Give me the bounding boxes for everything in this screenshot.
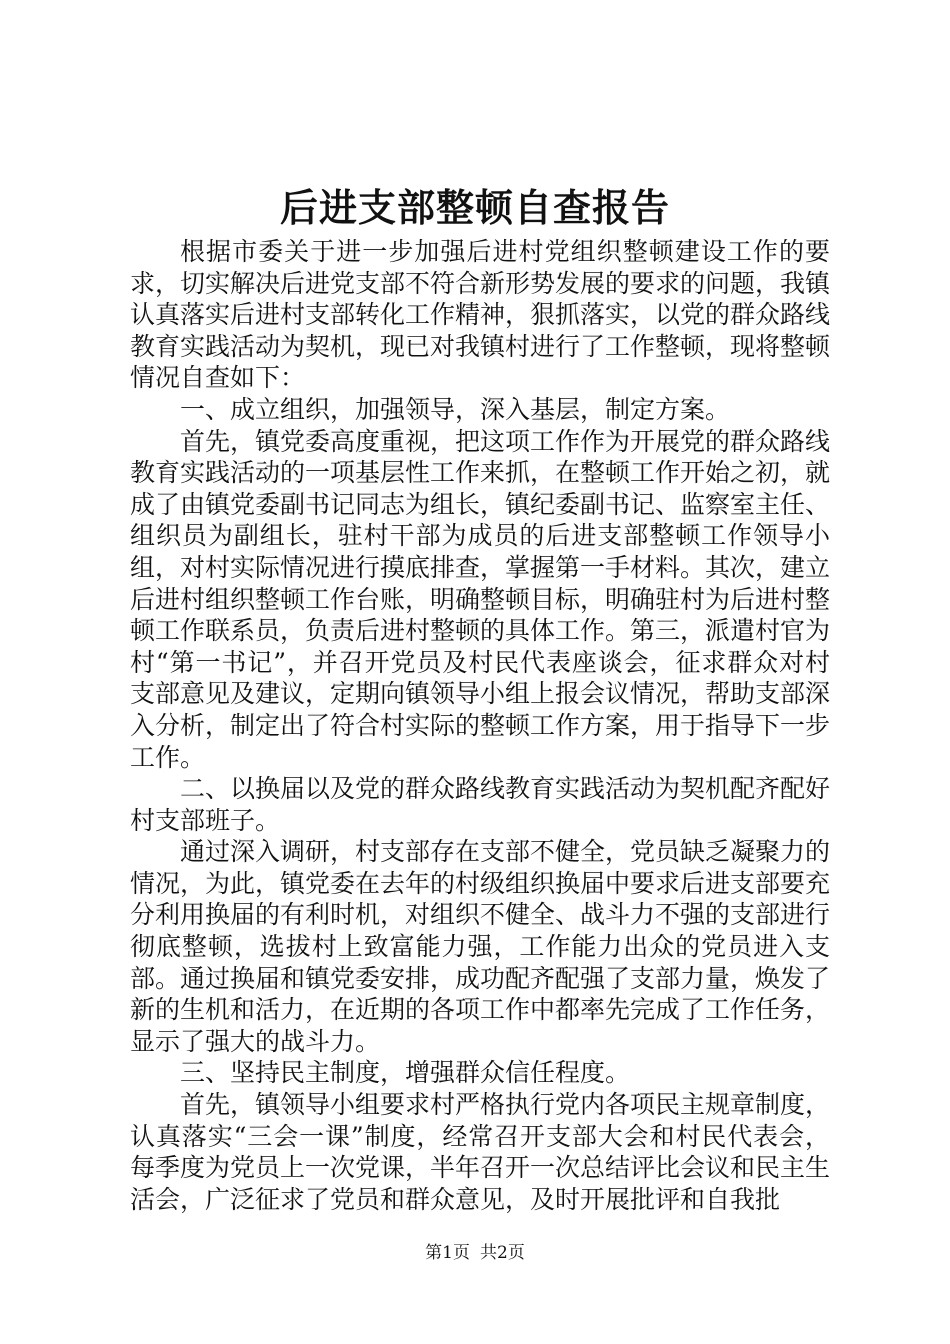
paragraph-intro: 根据市委关于进一步加强后进村党组织整顿建设工作的要求，切实解决后进党支部不符合新形势发展的要求的问题，我镇认真落实后进村支部转化工作精神，狠抓落实，以党的群众路线教育实践活动为契机，现已对我镇村进行了工作整顿，现将整顿情况自查如下： xyxy=(130,237,831,393)
section-heading-3: 三、坚持民主制度，增强群众信任程度。 xyxy=(180,1058,631,1088)
document-body xyxy=(130,236,830,1215)
paragraph-section-1: 首先，镇党委高度重视，把这项工作作为开展党的群众路线教育实践活动的一项基层性工作来抓，在整顿工作开始之初，就成了由镇党委副书记同志为组长，镇纪委副书记、监察室主任、组织员为副组长，驻村干部为成员的后进支部整顿工作领导小组，对村实际情况进行摸底排查，掌握第一手材料。其次，建立后进村组织整顿工作台账，明确整顿目标，明确驻村为后进村整顿工作联系员，负责后进村整顿的具体工作。第三，派遣村官为村“第一书记”，并召开党员及村民代表座谈会，征求群众对村支部意见及建议，定期向镇领导小组上报会议情况，帮助支部深入分析，制定出了符合村实际的整顿工作方案，用于指导下一步工作。 xyxy=(130,426,831,772)
document-title: 后进支部整顿自查报告 xyxy=(279,185,670,230)
page-footer xyxy=(0,1241,950,1265)
paragraph-section-2: 通过深入调研，村支部存在支部不健全，党员缺乏凝聚力的情况，为此，镇党委在去年的村级组织换届中要求后进支部要充分利用换届的有利时机，对组织不健全、战斗力不强的支部进行彻底整顿，选拔村上致富能力强，工作能力出众的党员进入支部。通过换届和镇党委安排，成功配齐配强了支部力量，焕发了新的生机和活力，在近期的各项工作中都率先完成了工作任务，显示了强大的战斗力。 xyxy=(130,837,831,1056)
page-number: 第1页 xyxy=(425,1243,470,1263)
paragraph-section-3: 首先，镇领导小组要求村严格执行党内各项民主规章制度，认真落实“三会一课”制度，经常召开支部大会和村民代表会，每季度为党员上一次党课，半年召开一次总结评比会议和民主生活会，广泛征求了党员和群众意见，及时开展批评和自我批 xyxy=(130,1090,831,1214)
section-heading-2: 二、以换届以及党的群众路线教育实践活动为契机配齐配好村支部班子。 xyxy=(130,774,831,835)
page-total: 共2页 xyxy=(480,1243,525,1263)
section-heading-1: 一、成立组织，加强领导，深入基层，制定方案。 xyxy=(180,394,731,424)
